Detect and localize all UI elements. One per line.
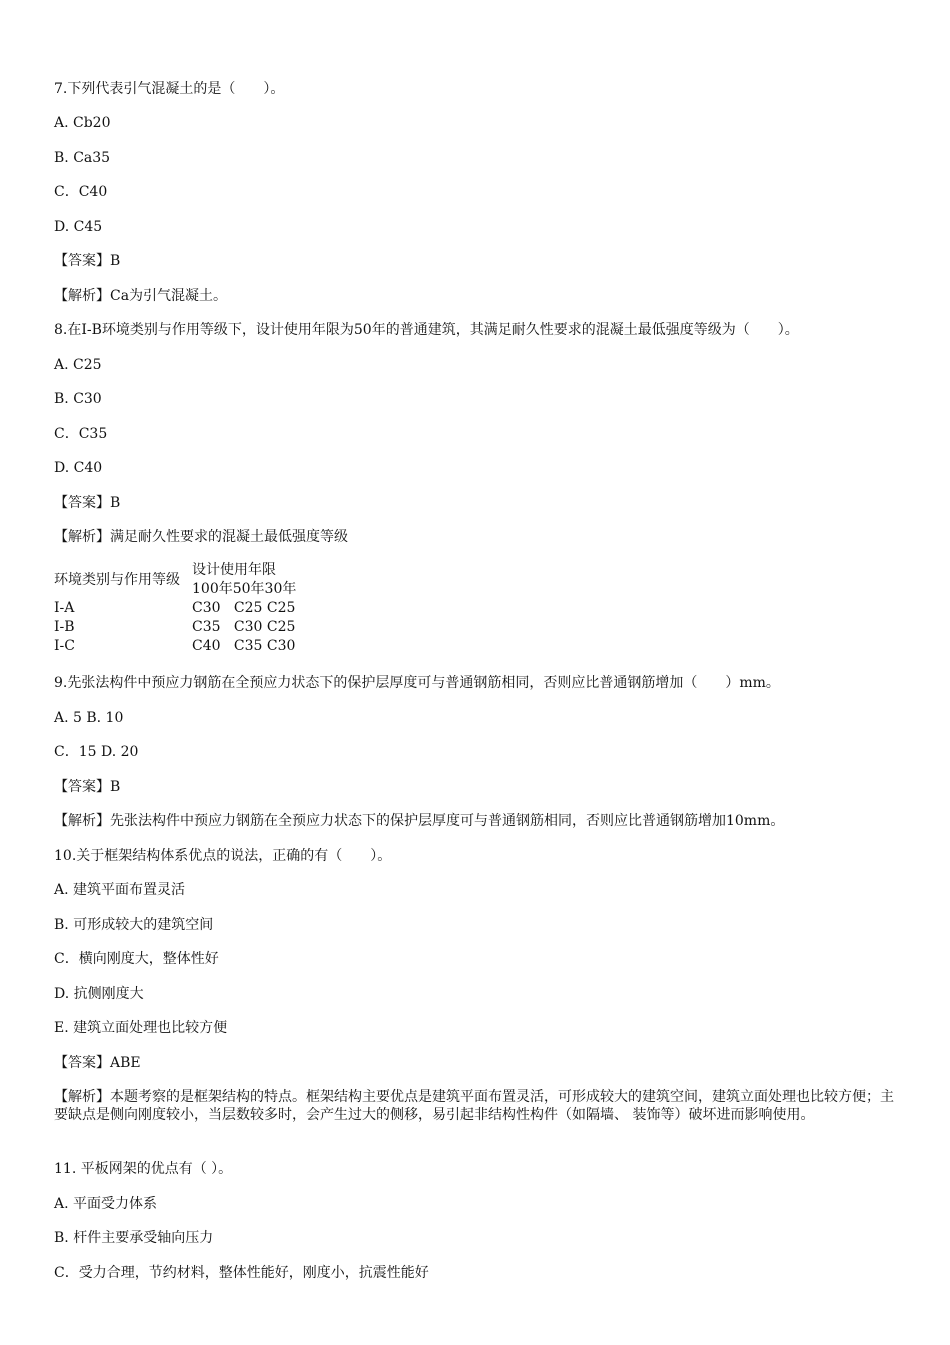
table-cell-grades: C30 C25 C25 (192, 600, 296, 616)
q8-option-c: C．C35 (54, 426, 108, 442)
q11-option-b: B. 杆件主要承受轴向压力 (54, 1230, 214, 1246)
q10-option-c: C．横向刚度大，整体性好 (54, 951, 219, 967)
table-header-env: 环境类别与作用等级 (54, 572, 180, 588)
q10-analysis: 【解析】本题考察的是框架结构的特点。框架结构主要优点是建筑平面布置灵活，可形成较大的建筑空间，建筑立面处理也比较方便；主要缺点是侧向刚度较小，当层数较多时，会产生过大的侧移，易引起非结构性构件（如隔墙、 装饰等）破坏进而影响使用。 (54, 1089, 894, 1123)
table-cell-grades: C35 C30 C25 (192, 619, 296, 635)
q7-answer: 【答案】B (54, 253, 121, 269)
question-8: 8.在I-B环境类别与作用等级下，设计使用年限为50年的普通建筑，其满足耐久性要求的混凝土最低强度等级为（ ）。 (54, 322, 799, 338)
q8-option-d: D. C40 (54, 460, 103, 476)
question-11: 11. 平板网架的优点有（ ）。 (54, 1161, 233, 1177)
q10-option-b: B. 可形成较大的建筑空间 (54, 917, 214, 933)
q9-option-ab: A. 5 B. 10 (54, 710, 124, 726)
q7-option-b: B. Ca35 (54, 150, 111, 166)
q8-answer: 【答案】B (54, 495, 121, 511)
question-9: 9.先张法构件中预应力钢筋在全预应力状态下的保护层厚度可与普通钢筋相同，否则应比普通钢筋增加（ ）mm。 (54, 675, 780, 691)
question-7: 7.下列代表引气混凝土的是（ ）。 (54, 81, 285, 97)
q8-option-b: B. C30 (54, 391, 102, 407)
q7-option-d: D. C45 (54, 219, 103, 235)
q8-analysis: 【解析】满足耐久性要求的混凝土最低强度等级 (54, 529, 348, 545)
q7-analysis: 【解析】Ca为引气混凝土。 (54, 288, 228, 304)
q10-option-d: D. 抗侧刚度大 (54, 986, 144, 1002)
q9-answer: 【答案】B (54, 779, 121, 795)
table-header-year-values: 100年50年30年 (192, 581, 297, 597)
question-10: 10.关于框架结构体系优点的说法，正确的有（ ）。 (54, 848, 392, 864)
q10-option-a: A. 建筑平面布置灵活 (54, 882, 186, 898)
table-cell-env: I-B (54, 619, 75, 635)
q10-option-e: E. 建筑立面处理也比较方便 (54, 1020, 228, 1036)
q10-answer: 【答案】ABE (54, 1055, 141, 1071)
q11-option-c: C．受力合理，节约材料，整体性能好，刚度小，抗震性能好 (54, 1265, 429, 1281)
q9-option-cd: C．15 D. 20 (54, 744, 139, 760)
q7-option-a: A. Cb20 (54, 115, 111, 131)
q8-option-a: A. C25 (54, 357, 102, 373)
q9-analysis: 【解析】先张法构件中预应力钢筋在全预应力状态下的保护层厚度可与普通钢筋相同，否则应比普通钢筋增加10mm。 (54, 813, 785, 829)
table-cell-env: I-A (54, 600, 75, 616)
table-cell-grades: C40 C35 C30 (192, 638, 296, 654)
q11-option-a: A. 平面受力体系 (54, 1196, 158, 1212)
table-header-years: 设计使用年限 (192, 562, 276, 578)
q7-option-c: C．C40 (54, 184, 108, 200)
table-cell-env: I-C (54, 638, 75, 654)
